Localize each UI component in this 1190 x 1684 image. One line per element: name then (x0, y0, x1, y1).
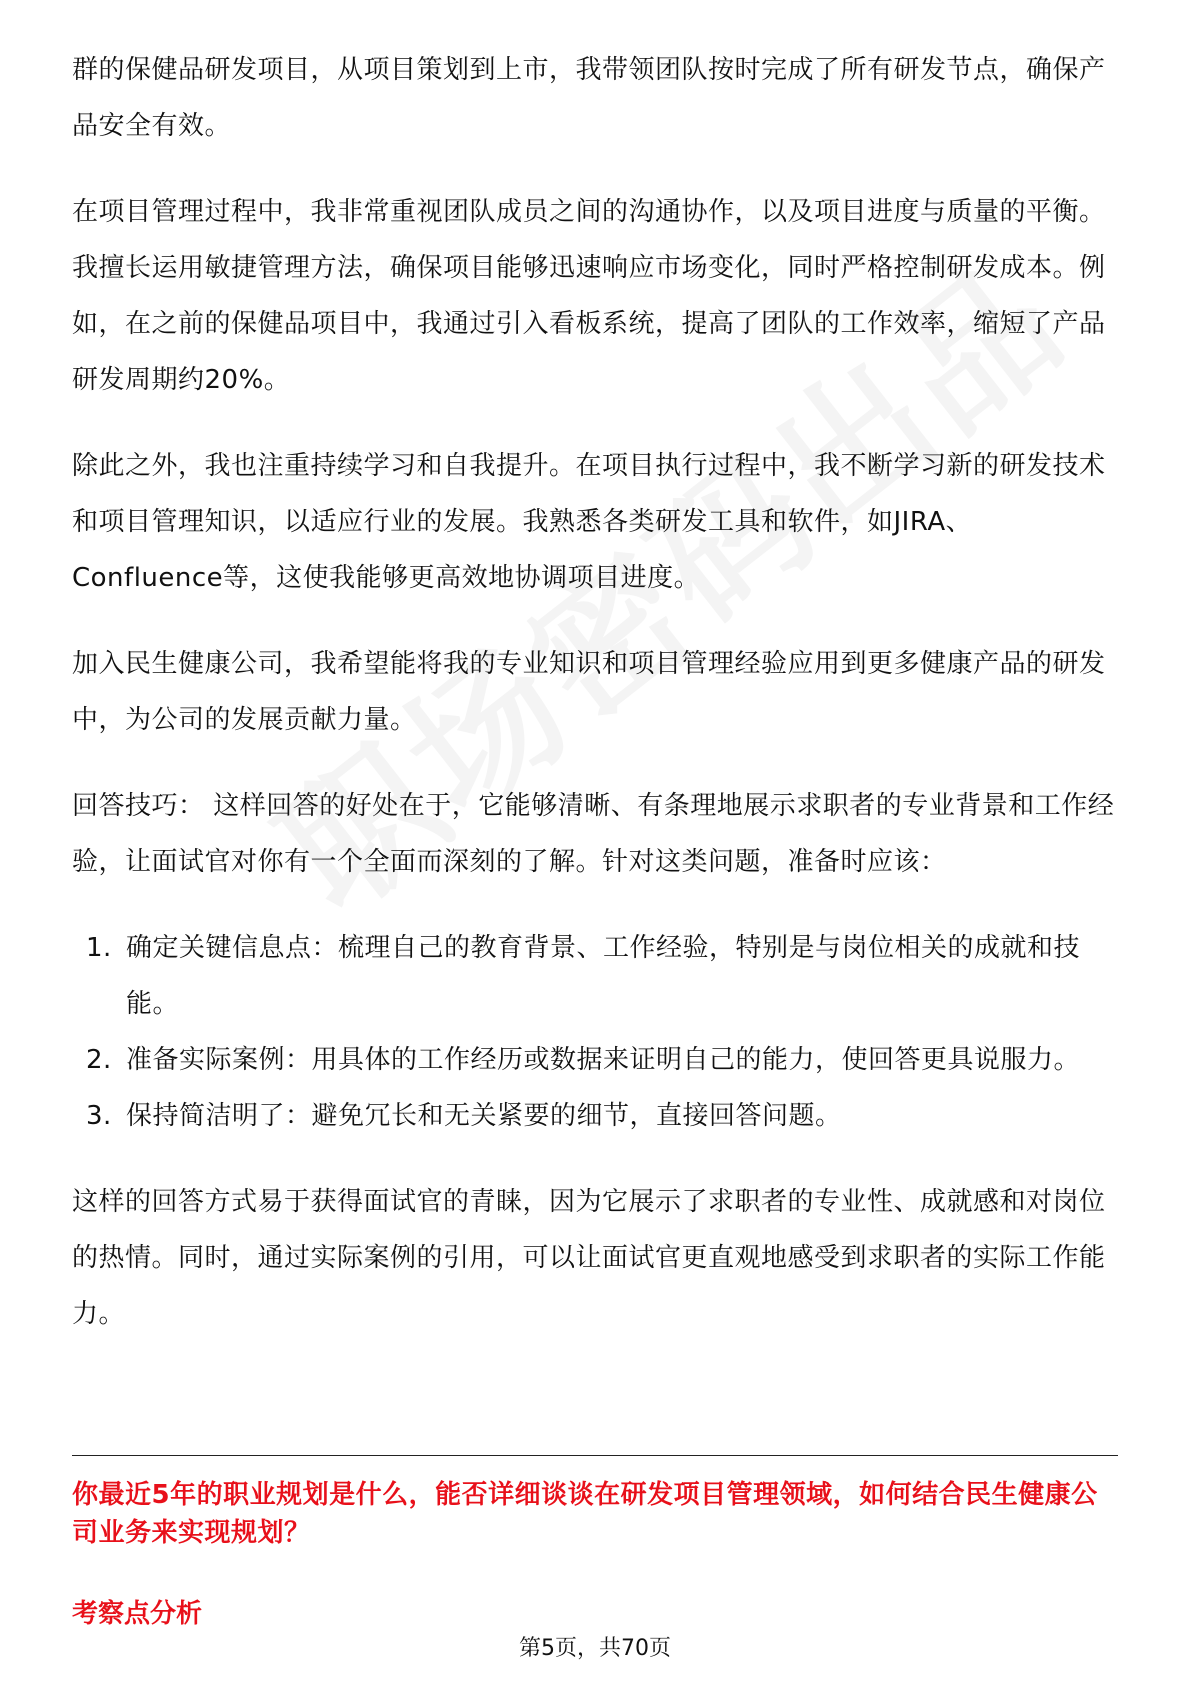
list-number: 2. (86, 1045, 112, 1075)
page-content (72, 42, 1118, 1372)
paragraph-project-experience: 群的保健品研发项目，从项目策划到上市，我带领团队按时完成了所有研发节点，确保产品安全有效。 (72, 55, 1106, 141)
list-number: 3. (86, 1101, 112, 1131)
list-item-text: 确定关键信息点：梳理自己的教育背景、工作经验，特别是与岗位相关的成就和技能。 (126, 933, 1081, 1019)
paragraph-project-management: 在项目管理过程中，我非常重视团队成员之间的沟通协作，以及项目进度与质量的平衡。我擅长运用敏捷管理方法，确保项目能够迅速响应市场变化，同时严格控制研发成本。例如，在之前的保健品项目中，我通过引入看板系统，提高了团队的工作效率，缩短了产品研发周期约20%。 (72, 197, 1106, 395)
list-item-text: 保持简洁明了：避免冗长和无关紧要的细节，直接回答问题。 (126, 1101, 842, 1131)
analysis-section-title: 考察点分析 (72, 1599, 203, 1629)
section-divider (72, 1455, 1118, 1456)
paragraph-joining-company: 加入民生健康公司，我希望能将我的专业知识和项目管理经验应用到更多健康产品的研发中，为公司的发展贡献力量。 (72, 649, 1106, 735)
list-item (72, 920, 1118, 1032)
page-number-footer: 第5页，共70页 (519, 1636, 671, 1661)
list-item (72, 1088, 1118, 1144)
paragraph-continuous-learning: 除此之外，我也注重持续学习和自我提升。在项目执行过程中，我不断学习新的研发技术和项目管理知识，以适应行业的发展。我熟悉各类研发工具和软件，如JIRA、Confluence等，这使我能够更高效地协调项目进度。 (72, 451, 1106, 593)
list-item (72, 1032, 1118, 1088)
next-question-heading: 你最近5年的职业规划是什么，能否详细谈谈在研发项目管理领域，如何结合民生健康公司业务来实现规划？ (72, 1480, 1098, 1548)
list-number: 1. (86, 933, 112, 963)
paragraph-answer-tips: 回答技巧： 这样回答的好处在于，它能够清晰、有条理地展示求职者的专业背景和工作经验，让面试官对你有一个全面而深刻的了解。针对这类问题，准备时应该： (72, 791, 1115, 877)
paragraph-summary: 这样的回答方式易于获得面试官的青睐，因为它展示了求职者的专业性、成就感和对岗位的热情。同时，通过实际案例的引用，可以让面试官更直观地感受到求职者的实际工作能力。 (72, 1187, 1106, 1329)
tips-list (72, 920, 1118, 1144)
list-item-text: 准备实际案例：用具体的工作经历或数据来证明自己的能力，使回答更具说服力。 (126, 1045, 1081, 1075)
